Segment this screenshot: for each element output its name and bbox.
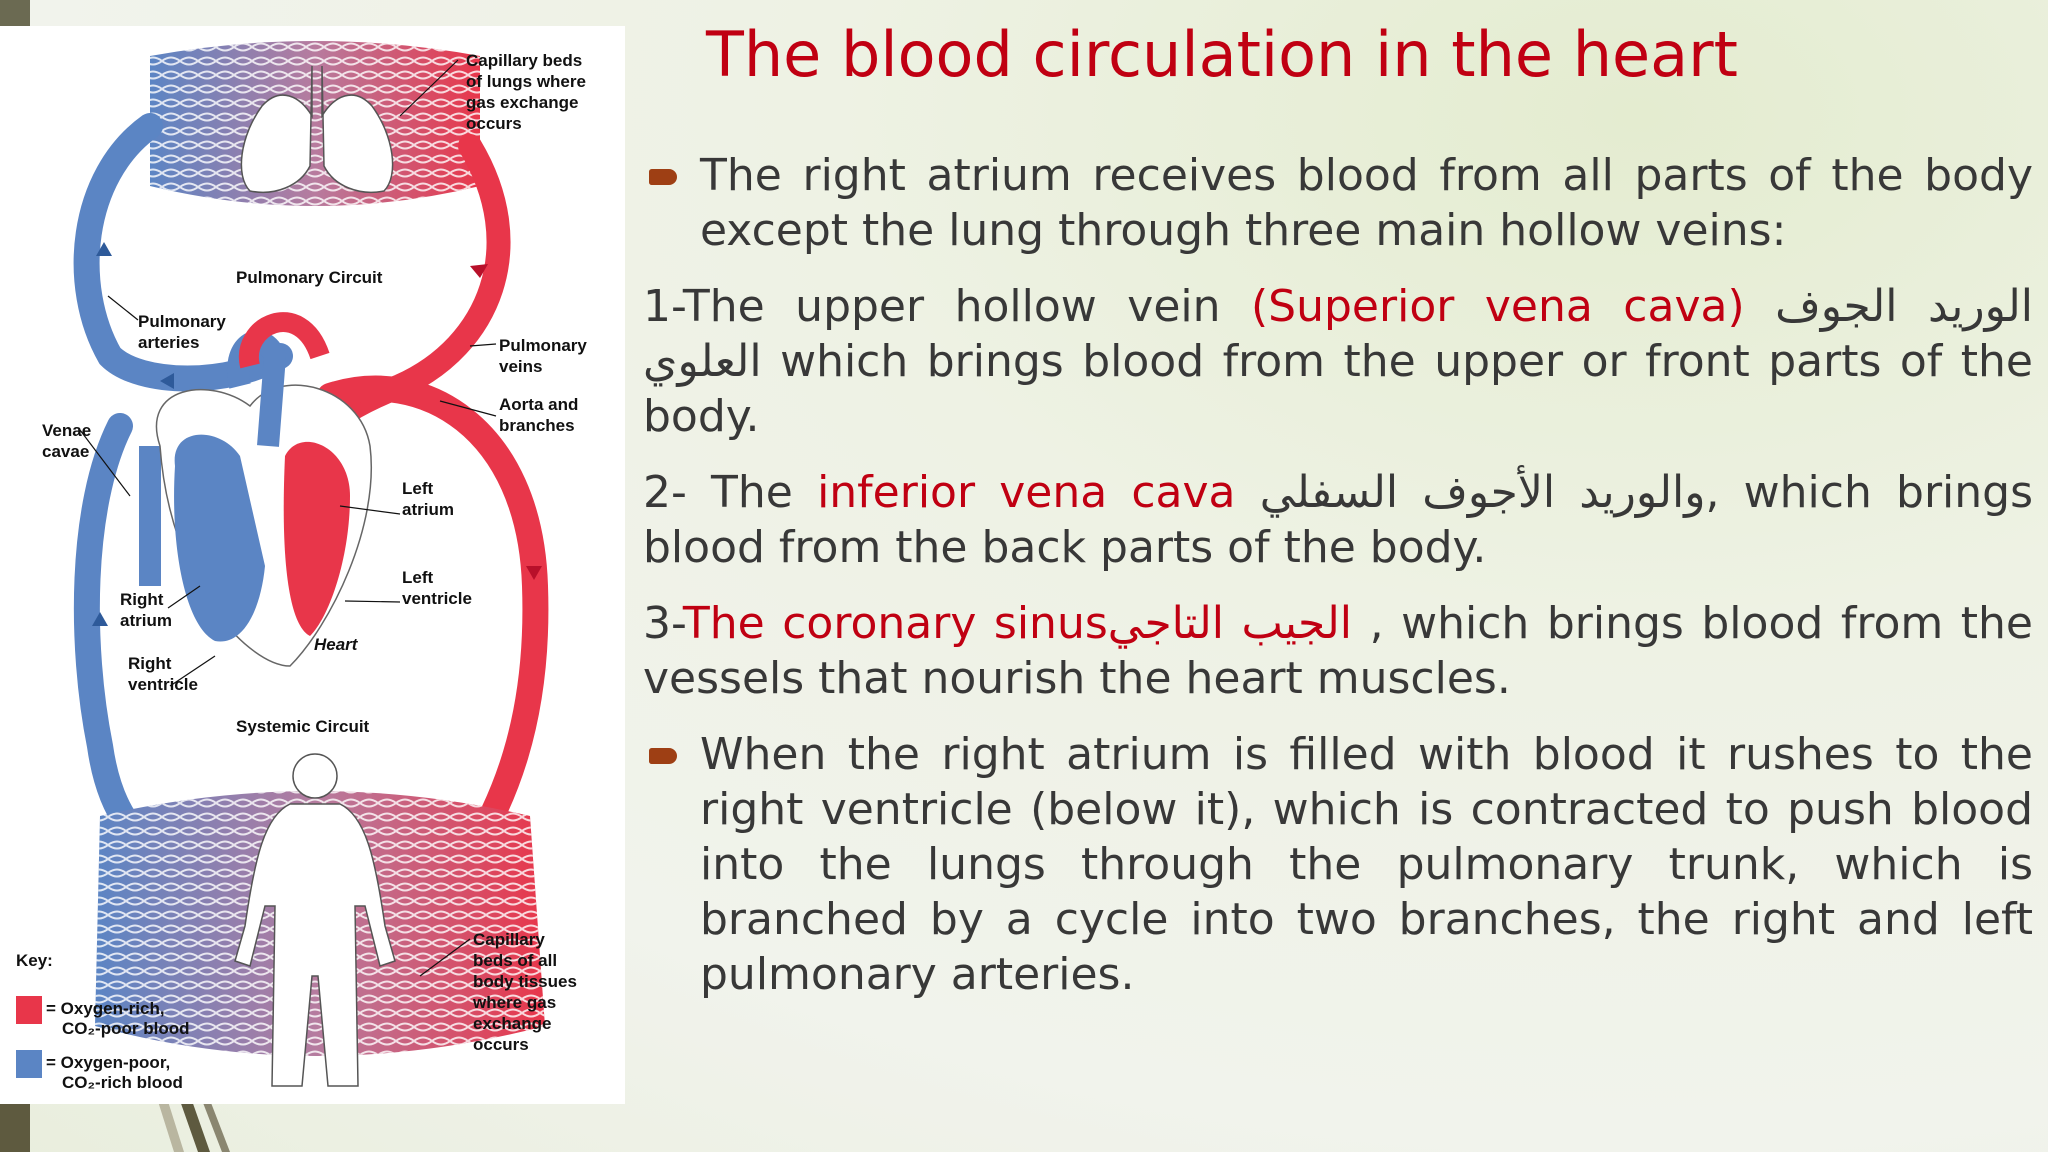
svg-text:Right: Right bbox=[120, 590, 164, 609]
bullet-arrow-icon bbox=[649, 748, 677, 764]
item-arabic: والوريد الأجوف السفلي bbox=[1259, 467, 1706, 518]
svg-text:Aorta and: Aorta and bbox=[499, 395, 579, 414]
bullet-text: The right atrium receives blood from all parts of the body except the lung through three main hollow veins: bbox=[700, 150, 2033, 256]
label-left-ventricle bbox=[402, 568, 472, 608]
svg-text:where gas: where gas bbox=[473, 993, 557, 1012]
item-inferior-vena-cava bbox=[643, 465, 2033, 575]
svg-text:ventricle: ventricle bbox=[402, 589, 472, 608]
svg-text:Left: Left bbox=[402, 479, 434, 498]
svg-text:arteries: arteries bbox=[138, 333, 200, 352]
item-term: inferior vena cava bbox=[817, 467, 1236, 518]
item-prefix: 1-The upper hollow vein bbox=[643, 281, 1252, 332]
corner-accent-top bbox=[0, 0, 30, 26]
svg-text:Pulmonary: Pulmonary bbox=[499, 336, 587, 355]
svg-text:branches: branches bbox=[499, 416, 575, 435]
svg-text:ventricle: ventricle bbox=[128, 675, 198, 694]
label-aorta bbox=[499, 395, 578, 435]
svg-text:Pulmonary: Pulmonary bbox=[138, 312, 226, 331]
svg-text:Capillary beds: Capillary beds bbox=[466, 51, 583, 70]
label-heart: Heart bbox=[314, 635, 358, 654]
svg-text:Left: Left bbox=[402, 568, 434, 587]
svg-text:= Oxygen-poor,: = Oxygen-poor, bbox=[46, 1053, 171, 1072]
item-arabic: الجيب التاجي bbox=[1107, 598, 1353, 649]
svg-text:CO₂-rich blood: CO₂-rich blood bbox=[62, 1073, 183, 1092]
circulation-diagram-svg bbox=[0, 26, 625, 1104]
label-right-atrium bbox=[120, 590, 172, 630]
slide-title: The blood circulation in the heart bbox=[706, 18, 1738, 91]
svg-text:Capillary: Capillary bbox=[473, 930, 545, 949]
label-systemic-circuit: Systemic Circuit bbox=[236, 717, 370, 736]
label-pulmonary-circuit: Pulmonary Circuit bbox=[236, 268, 383, 287]
bullet-text: When the right atrium is filled with blood it rushes to the right ventricle (below it), which is contracted to push blood into the lungs through the pulmonary trunk, which is branched by a cycle into two branches, the right and left pulmonary arteries. bbox=[700, 729, 2033, 1000]
bullet-right-ventricle bbox=[643, 727, 2033, 1002]
item-rest: , which brings blood from the back parts of the body. bbox=[643, 467, 2034, 573]
svg-text:= Oxygen-rich,: = Oxygen-rich, bbox=[46, 999, 165, 1018]
item-prefix: 2- The bbox=[643, 467, 818, 518]
corner-accent-bottom bbox=[0, 1104, 30, 1152]
svg-text:exchange: exchange bbox=[473, 1014, 552, 1033]
svg-text:body tissues: body tissues bbox=[473, 972, 577, 991]
svg-text:of lungs where: of lungs where bbox=[466, 72, 586, 91]
item-term: The coronary sinus bbox=[682, 598, 1108, 649]
key-swatch-oxygen-poor bbox=[16, 1050, 42, 1078]
svg-text:CO₂-poor blood: CO₂-poor blood bbox=[62, 1019, 190, 1038]
svg-text:Right: Right bbox=[128, 654, 172, 673]
item-coronary-sinus bbox=[643, 596, 2033, 706]
label-pulmonary-veins bbox=[499, 336, 587, 376]
svg-text:cavae: cavae bbox=[42, 442, 90, 461]
label-left-atrium bbox=[402, 479, 454, 519]
svg-text:beds of all: beds of all bbox=[473, 951, 558, 970]
svg-text:gas exchange: gas exchange bbox=[466, 93, 579, 112]
label-venae-cavae bbox=[42, 421, 91, 461]
circulation-diagram bbox=[0, 26, 625, 1104]
label-capillary-lungs bbox=[466, 51, 586, 133]
item-prefix: 3- bbox=[643, 598, 683, 649]
label-pulmonary-arteries bbox=[138, 312, 226, 352]
bullet-right-atrium-intro bbox=[643, 148, 2033, 258]
svg-text:Venae: Venae bbox=[42, 421, 92, 440]
item-term: (Superior vena cava) bbox=[1251, 281, 1745, 332]
svg-text:veins: veins bbox=[499, 357, 543, 376]
item-rest: , which brings blood from the vessels that nourish the heart muscles. bbox=[643, 598, 2033, 704]
svg-text:Key:: Key: bbox=[16, 951, 53, 970]
bullet-arrow-icon bbox=[649, 169, 677, 185]
slide-content bbox=[643, 148, 2033, 1023]
item-superior-vena-cava bbox=[643, 279, 2033, 444]
svg-text:atrium: atrium bbox=[120, 611, 172, 630]
svg-text:occurs: occurs bbox=[466, 114, 522, 133]
lung-capillary-bed bbox=[150, 41, 480, 206]
svg-text:occurs: occurs bbox=[473, 1035, 529, 1054]
item-rest: which brings blood from the upper or front parts of the body. bbox=[643, 336, 2033, 442]
key-swatch-oxygen-rich bbox=[16, 996, 42, 1024]
item-arabic: الوريد الجوف العلوي bbox=[643, 281, 2033, 387]
svg-text:atrium: atrium bbox=[402, 500, 454, 519]
